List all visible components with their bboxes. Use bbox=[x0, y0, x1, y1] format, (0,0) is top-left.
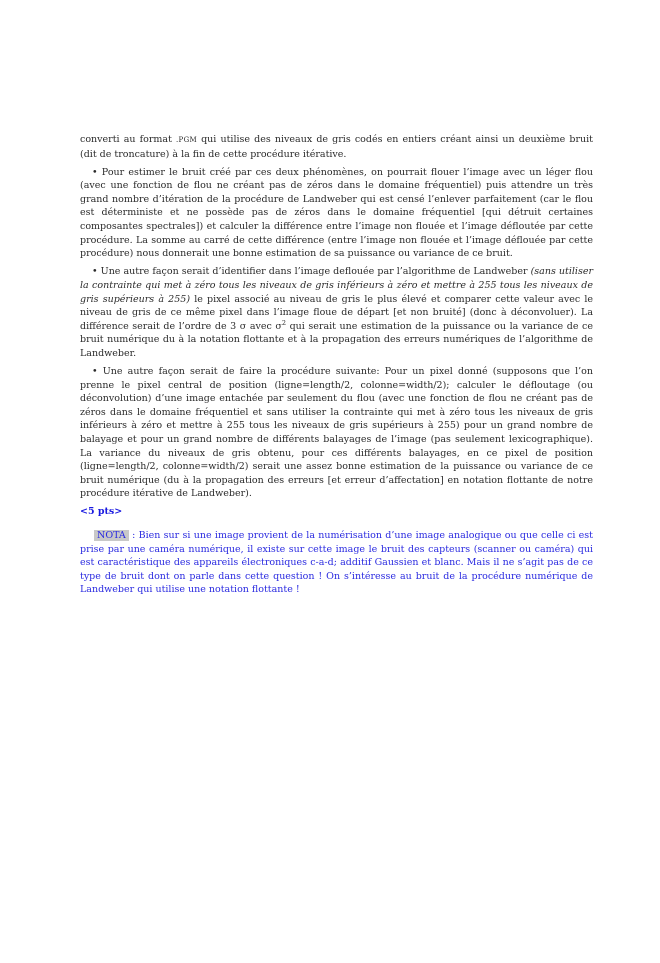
intro-text-end: qui utilise des niveaux de gris codés en entiers créant ainsi un deuxième bruit (dit de troncature) à la fin de cette procédure itérative. bbox=[80, 134, 593, 160]
intro-text-start: converti au format bbox=[80, 134, 177, 145]
paragraph-estimate-blur: • Pour estimer le bruit créé par ces deux phénomènes, on pourrait flouer l’image avec un léger flou (avec une fonction de flou ne créant pas de zéros dans le domaine fréquentiel) puis attendre un très grand nombre d’itération de la procédure de Landweber qui est censé l’enlever parfaitement (car le flou est déterministe et ne possède pas de zéros dans le domaine fréquentiel [qui détruit certaines composantes spectrales]) et calculer la différence entre l’image non flouée et l’image défloutée par cette procédure. La somme au carré de cette différence (entre l’image non flouée et l’image déflouée par cette procédure) nous donnerait une bonne estimation de sa puissance ou variance de ce bruit. bbox=[80, 166, 593, 260]
identify-tail-text: qui serait une estimation de la puissance ou la variance de ce bruit numérique du à la notation flottante et à la propagation des erreurs numériques de l’algorithme de Landweber. bbox=[80, 320, 593, 359]
paragraph-intro bbox=[80, 133, 593, 161]
text-body bbox=[80, 133, 593, 602]
note-label: NOTA bbox=[94, 530, 129, 541]
sigma-exponent: 2 bbox=[281, 318, 287, 327]
identify-italic-text: (sans utiliser la contrainte qui met à zéro tous les niveaux de gris inférieurs à zéro et mettre à 255 tous les niveaux de gris supérieurs à 255) bbox=[80, 266, 593, 305]
identify-mid-text: le pixel associé au niveau de gris le plus élevé et comparer cette valeur avec le niveau de gris de ce même pixel dans l’image floue de départ [et non bruité] (donc à déconvoluer). La différence serait de l’ordre de 3 σ avec σ bbox=[80, 293, 593, 332]
format-name: .PGM bbox=[176, 136, 197, 144]
paragraph-scan-procedure: • Une autre façon serait de faire la procédure suivante: Pour un pixel donné (supposons que l’on prenne le pixel central de position (ligne=length/2, colonne=width/2); calculer le défloutage (ou déconvolution) d’une image entachée par seulement du flou (avec une fonction de flou ne créant pas de zéros dans le domaine fréquentiel et sans utiliser la contrainte qui met à zéro tous les niveaux de gris inférieurs à zéro et mettre à 255 tous les niveaux de gris supérieurs à 255) pour un grand nombre de balayage et pour un grand nombre de différents balayages de l’image (pas seulement lexicographique). La variance du niveaux de gris obtenu, pour ces différents balayages, en ce pixel de position (ligne=length/2, colonne=width/2) serait une assez bonne estimation de la puissance ou variance de ce bruit numérique (du à la propagation des erreurs [et erreur d’affectation] en notation flottante de notre procédure itérative de Landweber). bbox=[80, 366, 593, 500]
note-paragraph bbox=[80, 529, 593, 597]
note-text: : Bien sur si une image provient de la numérisation d’une image analogique ou que celle ci est prise par une caméra numérique, il existe sur cette image le bruit des capteurs (scanner ou caméra) qui est caractéristique des appareils électroniques c-a-d; additif Gaussien et blanc. Mais il ne s’agit pas de ce type de bruit dont on parle dans cette question ! On s’intéresse au bruit de la procédure numérique de Landweber qui utilise une notation flottante ! bbox=[80, 530, 593, 596]
points-label: <5 pts> bbox=[80, 506, 123, 518]
paragraph-identify-pixel bbox=[80, 265, 593, 360]
identify-lead-text: • Une autre façon serait d’identifier dans l’image deflouée par l’algorithme de Landweber bbox=[92, 266, 531, 278]
